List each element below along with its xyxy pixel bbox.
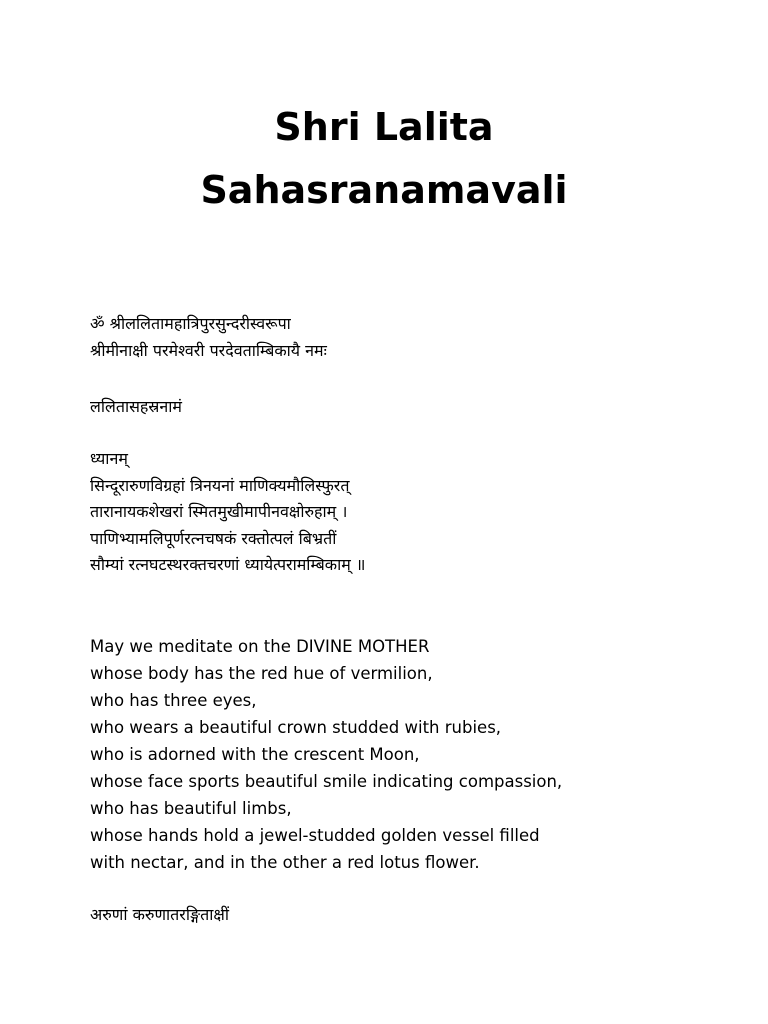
translation-line: whose hands hold a jewel-studded golden vessel filled (90, 826, 540, 845)
translation-line: who has beautiful limbs, (90, 799, 292, 818)
title-line-1: Shri Lalita (274, 105, 494, 149)
title-line-2: Sahasranamavali (200, 168, 568, 212)
next-verse (90, 902, 730, 929)
translation-block (90, 633, 730, 876)
section-heading-text: ललितासहस्रनामं (90, 397, 182, 416)
invocation (90, 311, 730, 364)
dhyanam-heading: ध्यानम् (90, 449, 128, 468)
translation-line: whose body has the red hue of vermilion, (90, 664, 433, 683)
verse-line: पाणिभ्यामलिपूर्णरत्नचषकं रक्तोत्पलं बिभ्रतीं (90, 528, 337, 548)
translation-line: with nectar, and in the other a red lotus flower. (90, 853, 480, 872)
translation-line: who wears a beautiful crown studded with rubies, (90, 718, 502, 737)
translation-line: May we meditate on the DIVINE MOTHER (90, 637, 430, 656)
verse-line: सिन्दूरारुणविग्रहां त्रिनयनां माणिक्यमौलिस्फुरत् (90, 475, 350, 495)
translation-line: whose face sports beautiful smile indicating compassion, (90, 772, 563, 791)
verse-line: सौम्यां रत्नघटस्थरक्तचरणां ध्यायेत्परामम्बिकाम् ॥ (90, 555, 366, 574)
translation-line: who is adorned with the crescent Moon, (90, 745, 420, 764)
invocation-line-2: श्रीमीनाक्षी परमेश्वरी परदेवताम्बिकायै नमः (90, 340, 327, 360)
translation-line: who has three eyes, (90, 691, 257, 710)
next-verse-line: अरुणां करुणातरङ्गिताक्षीं (90, 905, 229, 924)
section-heading (90, 394, 730, 421)
verse-line: तारानायकशेखरां स्मितमुखीमापीनवक्षोरुहाम् । (90, 502, 348, 521)
page-title (0, 96, 768, 222)
invocation-line-1: ॐ श्रीललितामहात्रिपुरसुन्दरीस्वरूपा (90, 314, 291, 333)
dhyanam-block (90, 446, 730, 579)
